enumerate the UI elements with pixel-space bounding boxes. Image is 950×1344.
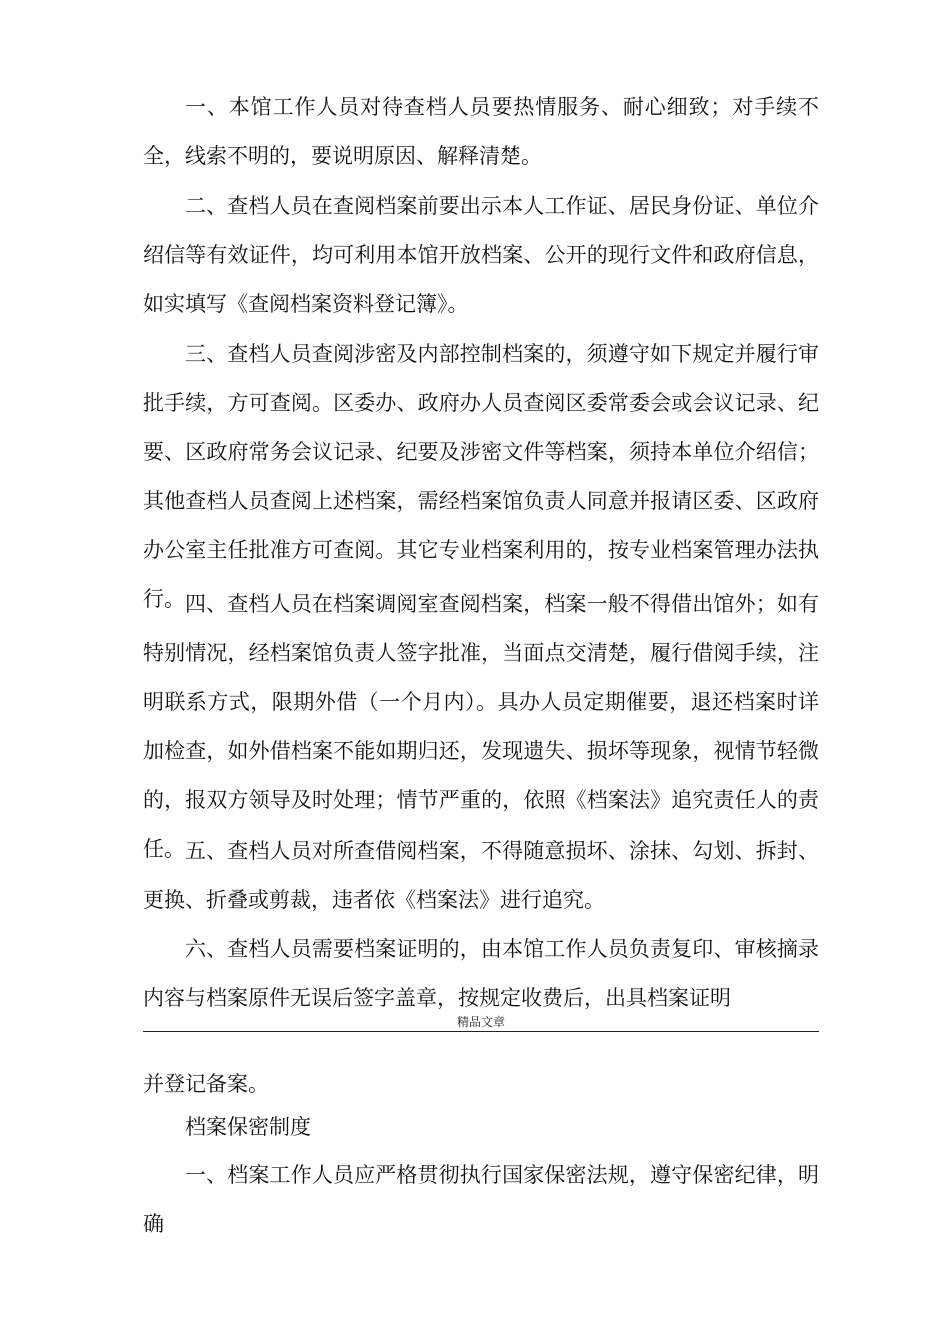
paragraph-2: 二、查档人员在查阅档案前要出示本人工作证、居民身份证、单位介绍信等有效证件，均可利用本馆开放档案、公开的现行文件和政府信息，如实填写《查阅档案资料登记簿》。 <box>143 194 819 316</box>
footer-divider <box>143 1031 819 1032</box>
paragraph-3: 三、查档人员查阅涉密及内部控制档案的，须遵守如下规定并履行审批手续，方可查阅。区委办、政府办人员查阅区委常委会或会议记录、纪要、区政府常务会议记录、纪要及涉密文件等档案，须持本单位介绍信；其他查档人员查阅上述档案，需经档案馆负责人同意并报请区委、区政府办公室主任批准方可查阅。其它专业档案利用的，按专业档案管理办法执行。 <box>143 342 819 611</box>
section-paragraph-1: 一、档案工作人员应严格贯彻执行国家保密法规，遵守保密纪律，明确 <box>143 1163 819 1236</box>
section-title: 档案保密制度 <box>185 1115 311 1139</box>
continuation-text: 并登记备案。 <box>143 1072 269 1096</box>
paragraph-4: 四、查档人员在档案调阅室查阅档案，档案一般不得借出馆外；如有特别情况，经档案馆负责人签字批准，当面点交清楚，履行借阅手续，注明联系方式，限期外借（一个月内）。具办人员定期催要，退还档案时详加检查，如外借档案不能如期归还，发现遗失、损坏等现象，视情节轻微的，报双方领导及时处理；情节严重的，依照《档案法》追究责任人的责任。 <box>143 592 819 861</box>
paragraph-5: 五、查档人员对所查借阅档案，不得随意损坏、涂抹、勾划、拆封、更换、折叠或剪裁，违者依《档案法》进行追究。 <box>143 839 819 912</box>
footer-label: 精品文章 <box>456 1015 505 1029</box>
paragraph-1: 一、本馆工作人员对待查档人员要热情服务、耐心细致；对手续不全，线索不明的，要说明原因、解释清楚。 <box>143 95 819 168</box>
paragraph-6: 六、查档人员需要档案证明的，由本馆工作人员负责复印、审核摘录内容与档案原件无误后签字盖章，按规定收费后，出具档案证明 <box>143 937 819 1010</box>
